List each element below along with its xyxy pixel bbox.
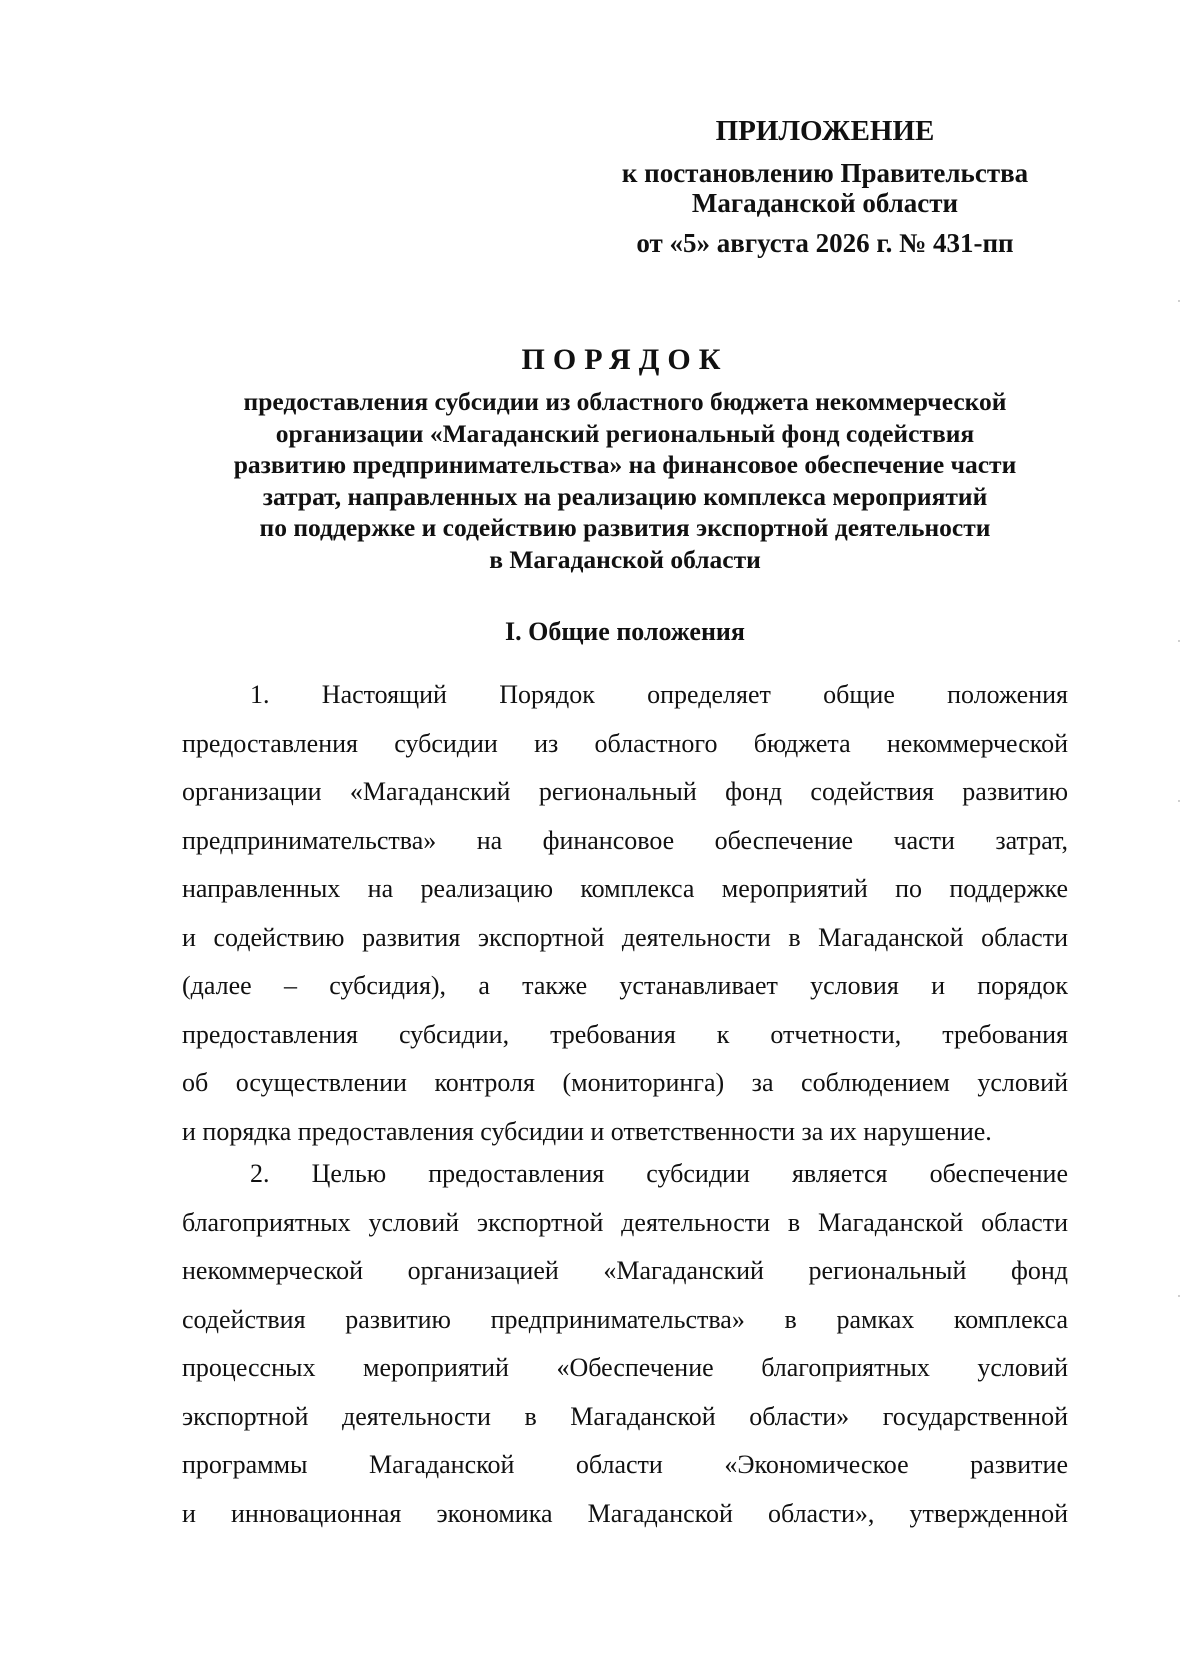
paragraph-line: и инновационная экономика Магаданской области», утвержденной <box>182 1498 1068 1528</box>
paragraph-line: экспортной деятельности в Магаданской области» государственной <box>182 1401 1068 1431</box>
appendix-title: ПРИЛОЖЕНИЕ <box>715 115 935 147</box>
scan-speck <box>1178 800 1180 802</box>
scan-speck <box>1178 1295 1180 1297</box>
paragraph-line: и порядка предоставления субсидии и ответственности за их нарушение. <box>182 1116 992 1146</box>
document-subtitle <box>170 386 1080 575</box>
paragraph-line: направленных на реализацию комплекса мероприятий по поддержке <box>182 874 1068 903</box>
paragraph-line: и содействию развития экспортной деятельности в Магаданской области <box>182 922 1068 952</box>
document-title: ПОРЯДОК <box>521 343 729 376</box>
scan-speck <box>1178 640 1180 642</box>
paragraph-line: благоприятных условий экспортной деятельности в Магаданской области <box>182 1207 1068 1237</box>
appendix-header <box>600 112 1050 258</box>
paragraph-2 <box>182 1150 1068 1538</box>
paragraph-1 <box>182 671 1068 1156</box>
subtitle-line: развитию предпринимательства» на финансовое обеспечение части <box>233 450 1017 479</box>
paragraph-line: содействия развитию предпринимательства» в рамках комплекса <box>182 1304 1068 1334</box>
paragraph-line: предоставления субсидии, требования к отчетности, требования <box>182 1019 1068 1049</box>
scan-speck <box>1178 300 1180 302</box>
paragraph-line: процессных мероприятий «Обеспечение благоприятных условий <box>182 1353 1068 1382</box>
appendix-resolution-line: к постановлению Правительства <box>621 158 1029 188</box>
paragraph-line: (далее – субсидия), а также устанавливает условия и порядок <box>182 971 1068 1000</box>
subtitle-line: организации «Магаданский региональный фонд содействия <box>275 418 975 448</box>
paragraph-line: 2. Целью предоставления субсидии является обеспечение <box>250 1159 1068 1188</box>
paragraph-line: некоммерческой организацией «Магаданский региональный фонд <box>182 1256 1068 1285</box>
paragraph-line: 1. Настоящий Порядок определяет общие положения <box>250 680 1068 709</box>
paragraph-line: предоставления субсидии из областного бюджета некоммерческой <box>182 728 1068 758</box>
paragraph-line: об осуществлении контроля (мониторинга) за соблюдением условий <box>182 1068 1068 1097</box>
section-heading: I. Общие положения <box>505 617 745 646</box>
paragraph-line: предпринимательства» на финансовое обеспечение части затрат, <box>182 825 1068 855</box>
appendix-region-line: Магаданской области <box>691 188 959 218</box>
paragraph-line: программы Магаданской области «Экономическое развитие <box>182 1450 1068 1479</box>
paragraph-line: организации «Магаданский региональный фонд содействия развитию <box>182 777 1068 806</box>
subtitle-line: в Магаданской области <box>489 544 761 574</box>
subtitle-line: предоставления субсидии из областного бюджета некоммерческой <box>243 387 1007 416</box>
subtitle-line: по поддержке и содействию развития экспортной деятельности <box>259 513 991 542</box>
appendix-date-number: от «5» августа 2026 г. № 431-пп <box>636 228 1014 258</box>
subtitle-line: затрат, направленных на реализацию комплекса мероприятий <box>262 481 988 511</box>
